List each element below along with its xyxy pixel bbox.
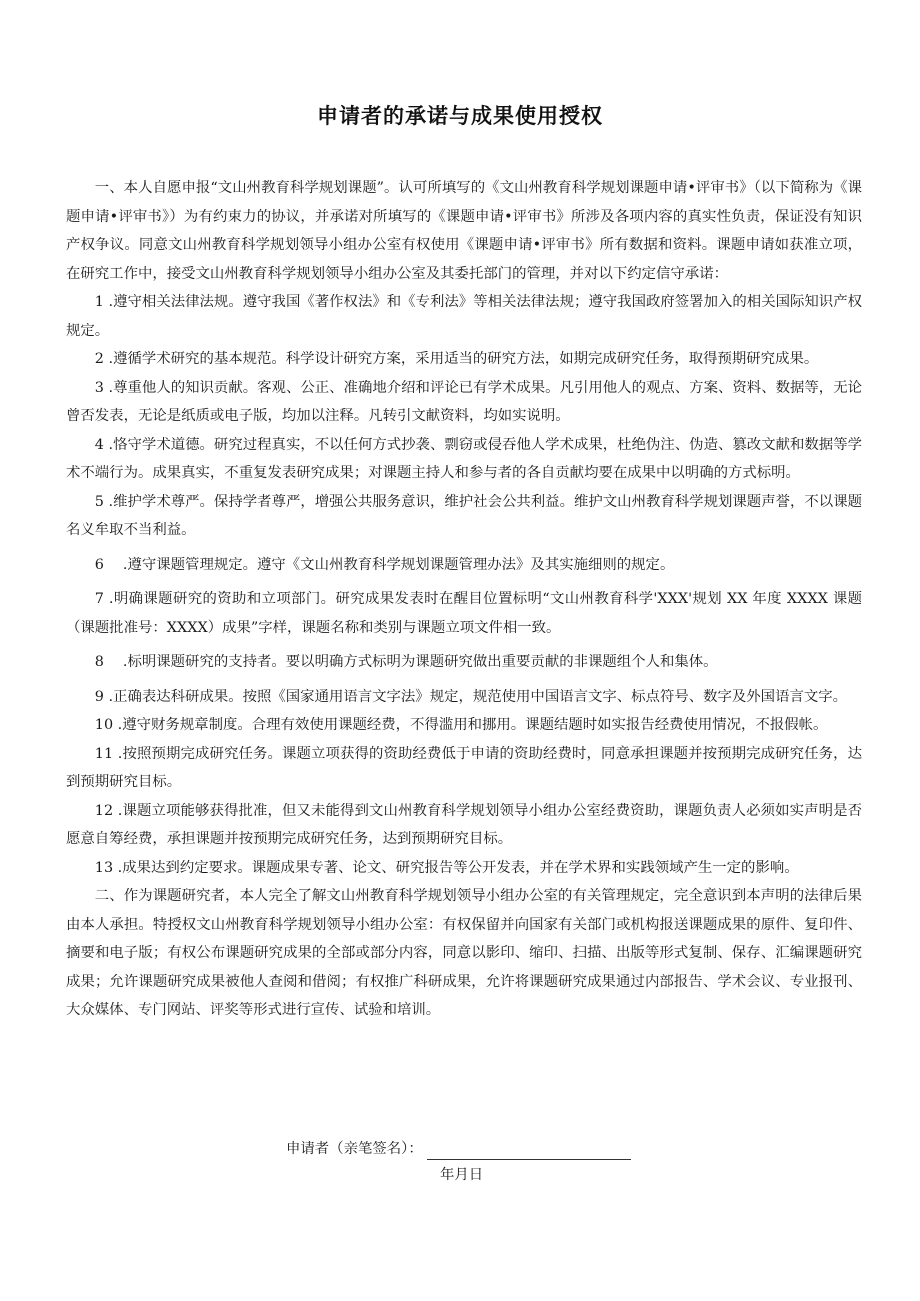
paragraph-item-13: 13 .成果达到约定要求。课题成果专著、论文、研究报告等公开发表，并在学术界和实践领域产生一定的影响。 [94, 859, 799, 876]
document-body [66, 174, 862, 1025]
signature-row [286, 1138, 631, 1160]
paragraph-item-2: 2 .遵循学术研究的基本规范。科学设计研究方案，采用适当的研究方法，如期完成研究任务，取得预期研究成果。 [94, 351, 819, 367]
paragraph-item-12: 12 .课题立项能够获得批准，但又未能得到文山州教育科学规划领导小组办公室经费资助，课题负责人必须如实声明是否愿意自筹经费，承担课题并按预期完成研究任务，达到预期研究目标。 [66, 802, 862, 847]
page-title: 申请者的承诺与成果使用授权 [317, 104, 603, 128]
paragraph-item-1: 1 .遵守相关法律法规。遵守我国《著作权法》和《专利法》等相关法律法规；遵守我国政府签署加入的相关国际知识产权规定。 [66, 294, 862, 339]
paragraph-item-9: 9 .正确表达科研成果。按照《国家通用语言文字法》规定，规范使用中国语言文字、标点符号、数字及外国语言文字。 [94, 688, 848, 705]
signature-line[interactable] [427, 1142, 631, 1160]
paragraph-item-11: 11 .按照预期完成研究任务。课题立项获得的资助经费低于申请的资助经费时，同意承担课题并按预期完成研究任务，达到预期研究目标。 [66, 745, 862, 790]
signature-label: 申请者（亲笔签名）： [286, 1141, 423, 1157]
paragraph-item-10: 10 .遵守财务规章制度。合理有效使用课题经费，不得滥用和挪用。课题结题时如实报告经费使用情况，不报假帐。 [94, 717, 828, 733]
paragraph-item-4: 4 .恪守学术道德。研究过程真实，不以任何方式抄袭、剽窃或侵吞他人学术成果，杜绝伪注、伪造、篡改文献和数据等学术不端行为。成果真实，不重复发表研究成果；对课题主持人和参与者的各自贡献均要在成果中以明确的方式标明。 [66, 436, 862, 481]
paragraph-item-8: 8 .标明课题研究的支持者。要以明确方式标明为课题研究做出重要贡献的非课题组个人和集体。 [94, 654, 718, 670]
paragraph-intro: 一、本人自愿申报“文山州教育科学规划课题”。认可所填写的《文山州教育科学规划课题申请•评审书》（以下简称为《课题申请•评审书》）为有约束力的协议，并承诺对所填写的《课题申请•评审书》所涉及各项内容的真实性负责，保证没有知识产权争议。同意文山州教育科学规划领导小组办公室有权使用《课题申请•评审书》所有数据和资料。课题申请如获准立项，在研究工作中，接受文山州教育科学规划领导小组办公室及其委托部门的管理，并对以下约定信守承诺： [66, 180, 862, 282]
date-line: 年月日 [440, 1167, 484, 1183]
paragraph-item-5: 5 .维护学术尊严。保持学者尊严，增强公共服务意识，维护社会公共利益。维护文山州教育科学规划课题声誉，不以课题名义牟取不当利益。 [66, 493, 862, 538]
paragraph-item-7: 7 .明确课题研究的资助和立项部门。研究成果发表时在醒目位置标明“文山州教育科学'XXX'规划 XX 年度 XXXX 课题（课题批准号：XXXX）成果”字样，课题名称和类别与课题立项文件相一致。 [66, 591, 863, 636]
paragraph-authorization: 二、作为课题研究者，本人完全了解文山州教育科学规划领导小组办公室的有关管理规定，完全意识到本声明的法律后果由本人承担。特授权文山州教育科学规划领导小组办公室：有权保留并向国家有关部门或机构报送课题成果的原件、复印件、摘要和电子版；有权公布课题研究成果的全部或部分内容，同意以影印、缩印、扫描、出版等形式复制、保存、汇编课题研究成果；允许课题研究成果被他人查阅和借阅；有权推广科研成果，允许将课题研究成果通过内部报告、学术会议、专业报刊、大众媒体、专门网站、评奖等形式进行宣传、试验和培训。 [66, 888, 862, 1018]
paragraph-item-3: 3 .尊重他人的知识贡献。客观、公正、准确地介绍和评论已有学术成果。凡引用他人的观点、方案、资料、数据等，无论曾否发表，无论是纸质或电子版，均加以注释。凡转引文献资料，均如实说明。 [66, 379, 862, 424]
paragraph-item-6: 6 .遵守课题管理规定。遵守《文山州教育科学规划课题管理办法》及其实施细则的规定。 [94, 556, 675, 573]
